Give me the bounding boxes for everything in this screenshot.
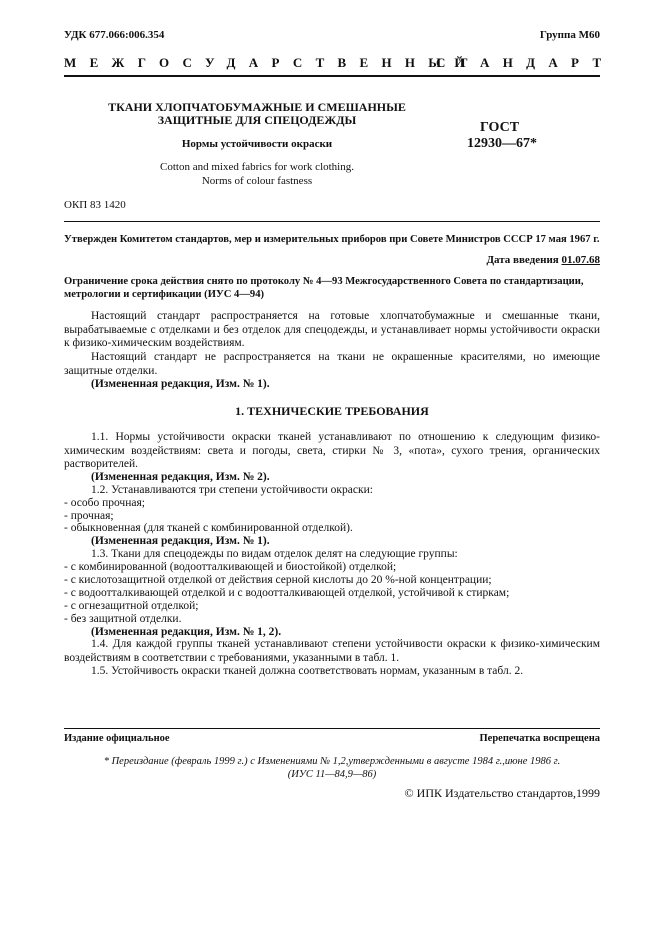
reprint-prohibited: Перепечатка воспрещена <box>479 733 600 744</box>
intro-paragraph-2: Настоящий стандарт не распространяется на ткани не окрашенные красителями, но имеющие защитные отделки. <box>64 351 600 377</box>
clause-1-3-item: - с огнезащитной отделкой; <box>64 600 199 612</box>
udk-code: УДК 677.066:006.354 <box>64 29 165 41</box>
clause-1-2-item: - особо прочная; <box>64 497 145 509</box>
reissue-note-1: * Переиздание (февраль 1999 г.) с Изменениями № 1,2,утвержденными в августе 1984 г.,июне 1986 г. <box>103 756 561 767</box>
clause-1-3-item: - с кислотозащитной отделкой от действия серной кислоты до 20 %-ной концентрации; <box>64 574 492 586</box>
reissue-note-2: (ИУС 11—84,9—86) <box>287 769 377 780</box>
clause-1-1-amendment: (Измененная редакция, Изм. № 2). <box>91 471 270 483</box>
intro-paragraph-1: Настоящий стандарт распространяется на готовые хлопчатобумажные и смешанные ткани, вырабатываемые с отделками и без отделок для спецодежды, и устанавливает нормы устойчивости окраски к физико-химическим воздействиям. <box>64 310 600 349</box>
introduction-date-value: 01.07.68 <box>561 254 600 266</box>
footer-rule <box>64 728 600 729</box>
clause-1-3: 1.3. Ткани для спецодежды по видам отделок делят на следующие группы: <box>91 548 458 560</box>
title-subtitle: Нормы устойчивости окраски <box>181 138 333 150</box>
title-line-1: ТКАНИ ХЛОПЧАТОБУМАЖНЫЕ И СМЕШАННЫЕ <box>108 100 406 114</box>
clause-1-3-item: - без защитной отделки. <box>64 613 182 625</box>
gost-label: ГОСТ <box>480 120 520 135</box>
restriction-line-1: Ограничение срока действия снято по протоколу № 4—93 Межгосударственного Совета по стандартизации, <box>64 276 584 287</box>
header-rule <box>64 75 600 77</box>
banner-standard: СТАНДАРТ <box>436 55 615 70</box>
introduction-date <box>486 254 600 266</box>
clause-1-3-item: - с комбинированной (водоотталкивающей и биостойкой) отделкой; <box>64 561 397 573</box>
clause-1-5: 1.5. Устойчивость окраски тканей должна соответствовать нормам, указанным в табл. 2. <box>91 665 524 677</box>
group-code: Группа М60 <box>539 29 600 41</box>
clause-1-3-item: - с водоотталкивающей отделкой и с водоотталкивающей отделкой, устойчивой к стиркам; <box>64 587 510 599</box>
clause-1-3-amendment: (Измененная редакция, Изм. № 1, 2). <box>91 626 282 638</box>
clause-1-2: 1.2. Устанавливаются три степени устойчивости окраски: <box>91 484 373 496</box>
title-english-1: Cotton and mixed fabrics for work clothing. <box>160 161 354 173</box>
clause-1-4: 1.4. Для каждой группы тканей устанавливают степени устойчивости окраски к физико-химическим воздействиям в соответствии с требованиями, указанными в табл. 1. <box>64 638 600 664</box>
clause-1-2-amendment: (Измененная редакция, Изм. № 1). <box>91 535 270 547</box>
clause-1-2-item: - прочная; <box>64 510 114 522</box>
introduction-date-label: Дата введения <box>486 254 559 266</box>
approved-by: Утвержден Комитетом стандартов, мер и измерительных приборов при Совете Министров СССР 17 мая 1967 г. <box>64 234 600 245</box>
intro-amendment: (Измененная редакция, Изм. № 1). <box>91 378 270 390</box>
clause-1-2-item: - обыкновенная (для тканей с комбинированной отделкой). <box>64 522 353 534</box>
official-edition: Издание официальное <box>64 733 170 744</box>
banner-interstate: МЕЖГОСУДАРСТВЕННЫЙ <box>64 55 478 70</box>
okp-code: ОКП 83 1420 <box>64 199 126 211</box>
copyright: © ИПК Издательство стандартов,1999 <box>404 786 600 800</box>
gost-number: 12930—67* <box>467 136 537 151</box>
title-line-2: ЗАЩИТНЫЕ ДЛЯ СПЕЦОДЕЖДЫ <box>157 113 357 127</box>
restriction-line-2: метрологии и сертификации (ИУС 4—94) <box>64 289 265 300</box>
clause-1-1: 1.1. Нормы устойчивости окраски тканей устанавливают по отношению к следующим физико-химическим воздействиям: света и погоды, света, стирки № 3, «пота», сухого трения, органических растворителей. <box>64 431 600 470</box>
title-english-2: Norms of colour fastness <box>201 175 313 187</box>
title-rule <box>64 221 600 222</box>
section-1-heading: 1. ТЕХНИЧЕСКИЕ ТРЕБОВАНИЯ <box>235 404 429 418</box>
